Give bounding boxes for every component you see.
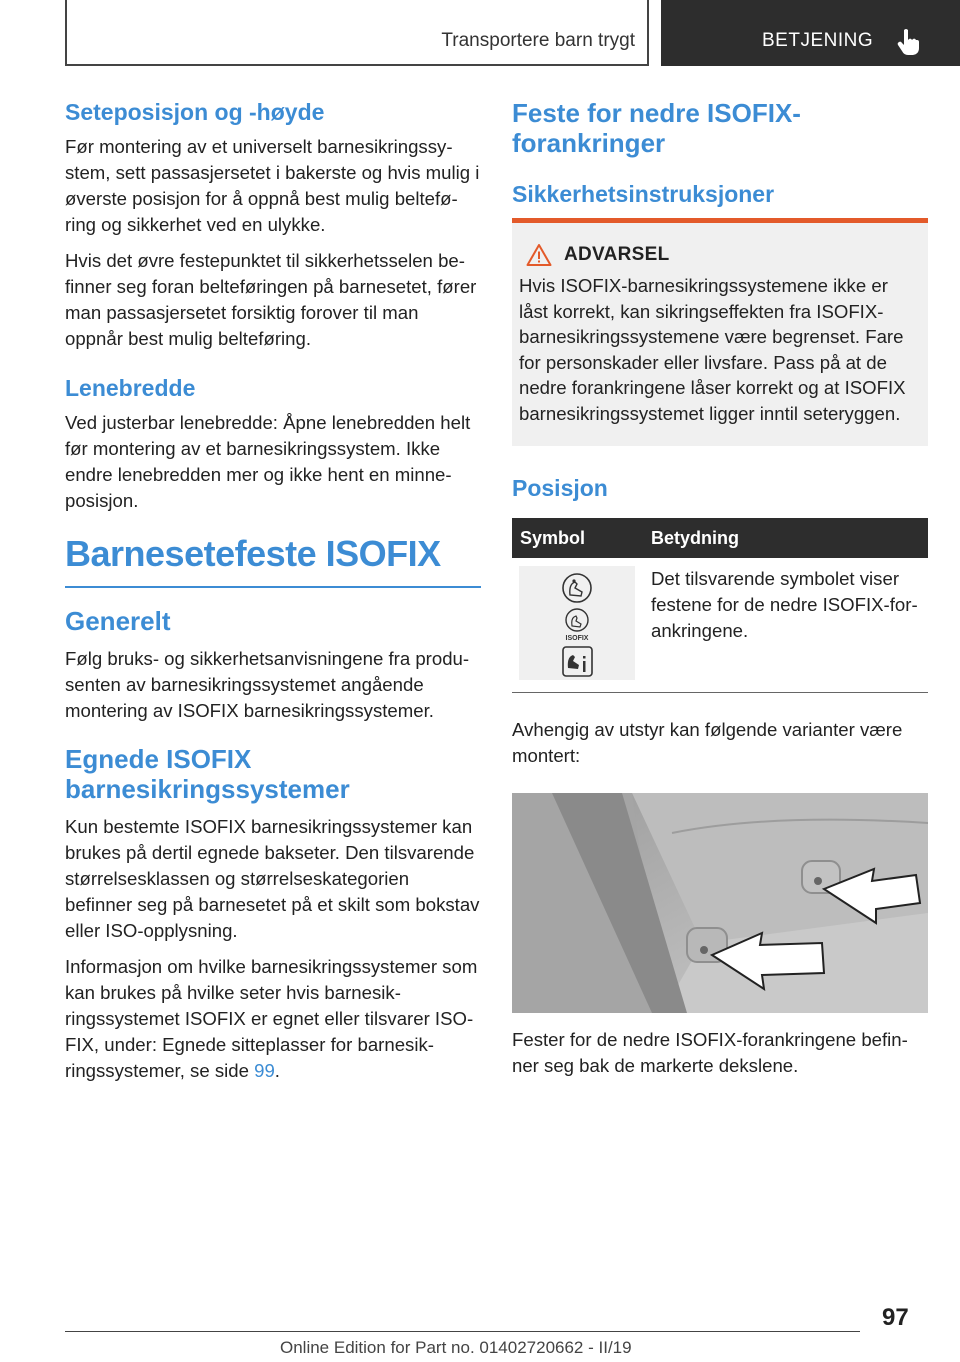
paragraph: Før montering av et universelt barnesikringssystem, sett passasjersetet i bakerste og hvis mulig i øverste posisjon for å oppnå best mulig belteføring og sikkerhet ved en ulykke.	[65, 136, 480, 235]
table-header-meaning: Betydning	[643, 518, 928, 558]
right-column	[512, 98, 928, 1089]
footer-divider	[65, 1331, 860, 1332]
table-cell-meaning: Det tilsvarende symbolet viser festene for de nedre ISOFIX-forankringene.	[651, 568, 918, 641]
warning-text: Hvis ISOFIX-barnesikringssystemene ikke er låst korrekt, kan sikringseffekten fra ISOFIX-barnesikringssystemene være begrenset. Fare for personskader eller livsfare. Pass på at de nedre forankringene låser korrekt og at ISOFIX barnesikringssystemet ligger inntil seteryggen.	[519, 275, 906, 424]
warning-triangle-icon	[526, 243, 552, 267]
symbol-table	[512, 518, 928, 693]
table-header-symbol: Symbol	[512, 518, 643, 558]
header-chapter-title: BETJENING	[762, 30, 874, 51]
isofix-label: ISOFIX	[565, 635, 589, 642]
warning-box	[512, 218, 928, 446]
photo-caption: Fester for de nedre ISOFIX-forankringene befinner seg bak de markerte dekslene.	[512, 1029, 908, 1076]
heading-safety-instructions: Sikkerhetsinstruksjoner	[512, 181, 775, 207]
paragraph: Følg bruks- og sikkerhetsanvisningene fra produsenten av barnesikringssystemet angående montering av ISOFIX barnesikringssystemer.	[65, 648, 470, 721]
left-column	[65, 98, 481, 1094]
heading-suitable-systems: Egnede ISOFIX barnesikringssystemer	[65, 744, 350, 804]
heading-lower-anchors: Feste for nedre ISOFIX-forankringer	[512, 98, 801, 158]
paragraph: Kun bestemte ISOFIX barnesikringssystemer kan brukes på dertil egnede bakseter. Den tilsvarende størrelsesklassen og størrelseskategorien befinner seg på barnesetet på et skilt som bokstav eller ISO-opplysning.	[65, 816, 480, 941]
isofix-child-seat-icon	[519, 566, 635, 680]
page-link[interactable]: 99	[254, 1060, 275, 1081]
heading-position: Posisjon	[512, 475, 608, 501]
warning-title: ADVARSEL	[564, 244, 670, 265]
page-number: 97	[882, 1304, 909, 1331]
header-section-title: Transportere barn trygt	[441, 30, 635, 51]
table-header-row	[512, 518, 928, 558]
header-chapter-box	[661, 0, 960, 66]
warning-header	[526, 243, 920, 267]
table-row	[512, 558, 928, 693]
paragraph: Ved justerbar lenebredde: Åpne lenebredden helt før montering av et barnesikringssystem. Ikke endre lenebredden mer og ikke hent en minne-posisjon.	[65, 412, 471, 511]
paragraph: Hvis det øvre festepunktet til sikkerhetsselen befinner seg foran belteføringen på barnesetet, fører man passasjersetet forsiktig forover til man oppnår best mulig belteføring.	[65, 250, 477, 349]
heading-general: Generelt	[65, 606, 171, 636]
pointing-hand-icon	[892, 26, 924, 58]
table-cell-symbol	[512, 558, 643, 693]
header-section-box	[65, 0, 649, 66]
paragraph-text: Informasjon om hvilke barnesikringssystemer som kan brukes på hvilke seter hvis barnesikringssystemet ISOFIX er egnet eller tilsvarer ISOFIX, under: Egnede sitteplasser for barnesikringssystemer, se side	[65, 956, 478, 1081]
rear-seat-isofix-photo	[512, 793, 928, 1013]
paragraph-end: .	[274, 1060, 280, 1081]
paragraph: Avhengig av utstyr kan følgende varianter være montert:	[512, 719, 903, 766]
heading-backrest-width: Lenebredde	[65, 375, 196, 401]
paragraph-with-link	[65, 954, 481, 1084]
isofix-symbols	[519, 566, 635, 680]
heading-seat-position: Seteposisjon og -høyde	[65, 99, 325, 125]
footer-edition: Online Edition for Part no. 01402720662 - II/19	[280, 1338, 632, 1357]
chapter-title: Barnesetefeste ISOFIX	[65, 532, 481, 588]
